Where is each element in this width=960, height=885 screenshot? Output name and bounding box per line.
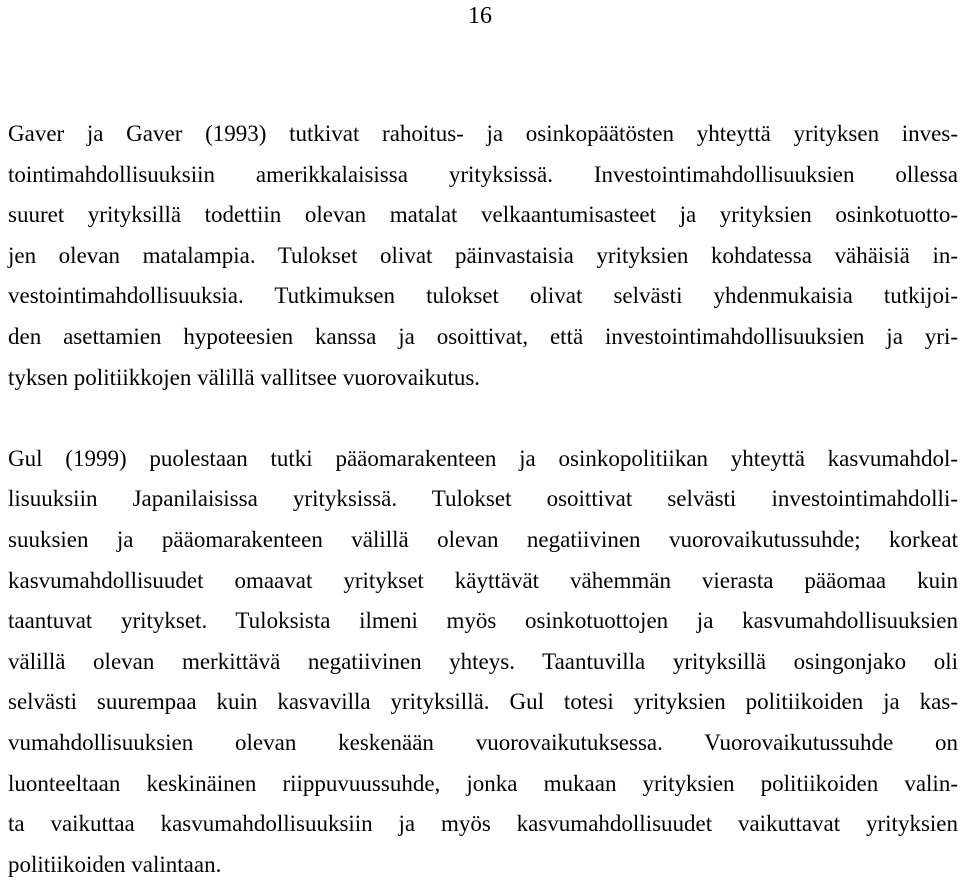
page-number: 16 [468,3,492,29]
text-line: Gul (1999) puolestaan tutki pääomarakenteen ja osinkopolitiikan yhteyttä kasvumahdol- [8,445,958,471]
paragraph-spacer [8,398,958,439]
text-line: luonteeltaan keskinäinen riippuvuussuhde, jonka mukaan yrityksien politiikoiden valin- [8,770,958,796]
text-line: selvästi suurempaa kuin kasvavilla yrityksillä. Gul totesi yrityksien politiikoiden ja kas- [8,689,958,715]
text-line: ta vaikuttaa kasvumahdollisuuksiin ja myös kasvumahdollisuudet vaikuttavat yrityksien [8,811,958,837]
text-line: välillä olevan merkittävä negatiivinen yhteys. Taantuvilla yrityksillä osingonjako oli [8,648,958,674]
text-line: tointimahdollisuuksiin amerikkalaisissa yrityksissä. Investointimahdollisuuksien ollessa [8,161,958,187]
document-body [8,114,958,885]
text-line: tyksen politiikkojen välillä vallitsee vuorovaikutus. [8,364,481,390]
text-line: politiikoiden valintaan. [8,851,222,877]
text-line: vestointimahdollisuuksia. Tutkimuksen tulokset olivat selvästi yhdenmukaisia tutkijoi- [8,283,958,309]
paragraph-gaver [8,114,958,398]
text-line: vumahdollisuuksien olevan keskenään vuorovaikutuksessa. Vuorovaikutussuhde on [8,729,958,755]
text-line: Gaver ja Gaver (1993) tutkivat rahoitus- ja osinkopäätösten yhteyttä yrityksen inves- [8,121,958,146]
text-line: jen olevan matalampia. Tulokset olivat päinvastaisia yrityksien kohdatessa vähäisiä in- [8,242,958,268]
text-line: kasvumahdollisuudet omaavat yritykset käyttävät vähemmän vierasta pääomaa kuin [8,567,958,593]
text-line: suuret yrityksillä todettiin olevan matalat velkaantumisasteet ja yrityksien osinkotuotto- [8,202,958,228]
text-line: suuksien ja pääomarakenteen välillä olevan negatiivinen vuorovaikutussuhde; korkeat [8,526,958,552]
text-line: den asettamien hypoteesien kanssa ja osoittivat, että investointimahdollisuuksien ja yri- [8,323,958,349]
paragraph-gul [8,439,958,885]
text-line: lisuuksiin Japanilaisissa yrityksissä. Tulokset osoittivat selvästi investointimahdolli- [8,486,958,512]
text-line: taantuvat yritykset. Tuloksista ilmeni myös osinkotuottojen ja kasvumahdollisuuksien [8,608,958,634]
